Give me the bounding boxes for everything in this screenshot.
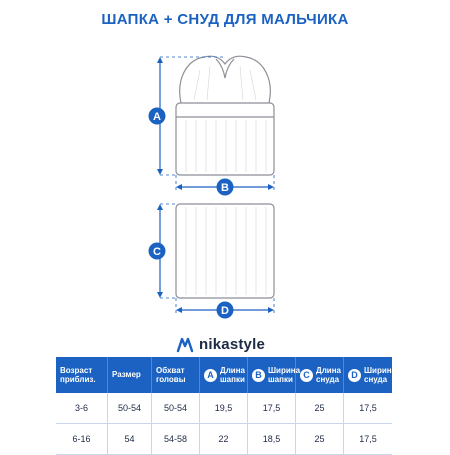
size-table	[56, 357, 397, 455]
table-cell: 25	[296, 393, 344, 424]
table-cell: 54-58	[152, 424, 200, 455]
header-hat-width: B Ширина шапки	[248, 357, 296, 393]
snood-outline	[176, 204, 274, 298]
table-cell: 18,5	[248, 424, 296, 455]
dimension-d-label	[217, 302, 234, 319]
header-age: Возраст приблиз.	[56, 357, 108, 393]
dimension-arrows	[160, 60, 271, 310]
snood-ribbing	[186, 207, 266, 295]
brand-name: nikastyle	[199, 335, 266, 353]
label-d: D	[221, 305, 229, 317]
table-cell: 19,5	[200, 393, 248, 424]
hat-ribbing	[186, 66, 266, 172]
table-cell: 17,5	[344, 393, 392, 424]
table-cell: 3-6	[56, 393, 108, 424]
dimension-b-label	[217, 179, 234, 196]
header-size: Размер	[108, 357, 152, 393]
page-title: ШАПКА + СНУД ДЛЯ МАЛЬЧИКА	[101, 11, 349, 28]
badge-b: B	[252, 369, 265, 382]
header-snood-length: C Длина снуда	[296, 357, 344, 393]
badge-c: C	[300, 369, 313, 382]
badge-d: D	[348, 369, 361, 382]
table-cell: 50-54	[152, 393, 200, 424]
label-a: A	[153, 111, 161, 123]
nikastyle-logo-icon	[176, 335, 194, 353]
header-head-circumference: Обхват головы	[152, 357, 200, 393]
hat-outline	[176, 56, 274, 175]
table-cell: 6-16	[56, 424, 108, 455]
label-b: B	[221, 182, 229, 194]
badge-a: A	[204, 369, 217, 382]
label-c: C	[153, 246, 161, 258]
table-cell: 50-54	[108, 393, 152, 424]
table-cell: 22	[200, 424, 248, 455]
dimension-c-label	[149, 243, 166, 260]
table-row	[56, 424, 392, 455]
dimension-a-label	[149, 108, 166, 125]
header-hat-length: A Длина шапки	[200, 357, 248, 393]
brand-logo	[176, 335, 265, 353]
table-cell: 17,5	[344, 424, 392, 455]
header-snood-width: D Ширина снуда	[344, 357, 392, 393]
table-cell: 54	[108, 424, 152, 455]
table-cell: 25	[296, 424, 344, 455]
table-header-row	[56, 357, 392, 393]
table-row	[56, 393, 392, 424]
table-cell: 17,5	[248, 393, 296, 424]
